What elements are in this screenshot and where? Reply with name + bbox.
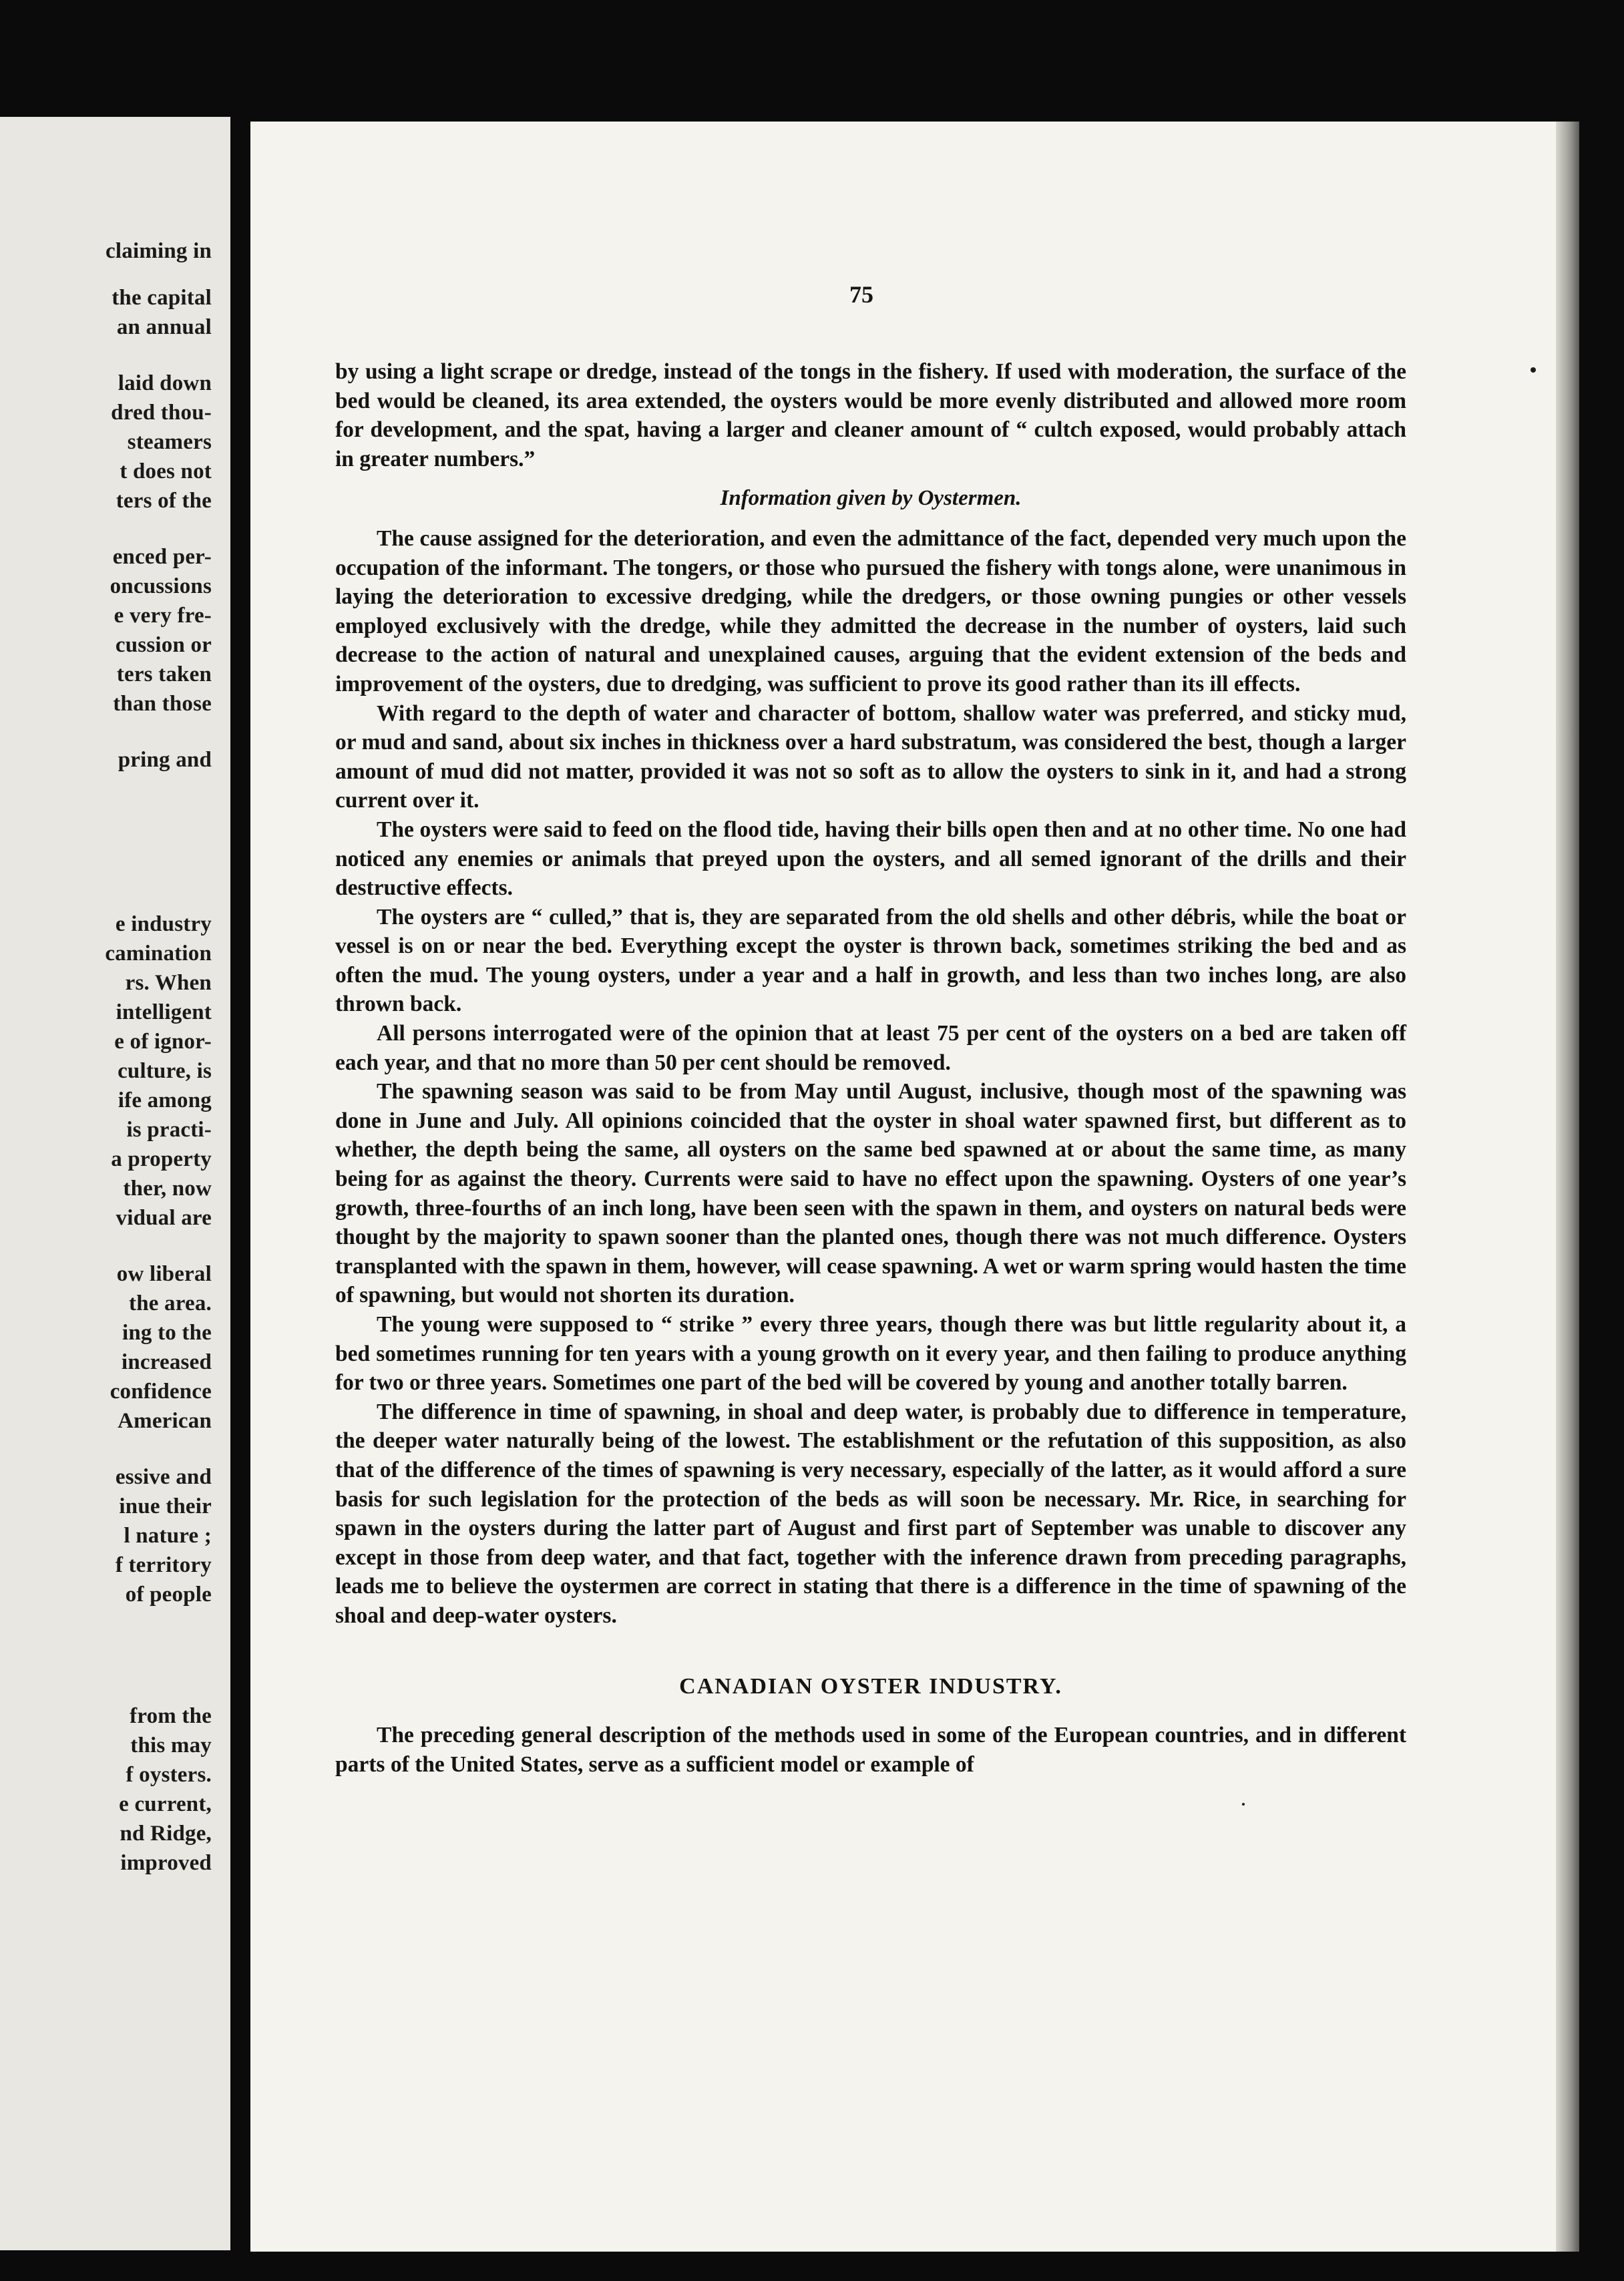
left-page-line: steamers — [127, 430, 212, 454]
left-page-line: l nature ; — [124, 1524, 212, 1548]
left-page-line: of people — [125, 1583, 212, 1607]
left-page-line: ters of the — [116, 489, 212, 513]
left-page-line: e very fre- — [114, 604, 212, 628]
left-page-line: a property — [111, 1147, 212, 1171]
left-page-line: vidual are — [116, 1206, 212, 1230]
paragraph-spawning-difference: The difference in time of spawning, in shoal and deep water, is probably due to difference in temperature, the deeper water naturally being of the lowest. The establishment or the refutation of this supposition, as also that of the difference of the times of spawning is very necessary, especially of the latter, as it would afford a sure basis for such legislation for the protection of the beds as will soon be necessary. Mr. Rice, in searching for spawn in the oysters during the latter part of August and first part of September was unable to discover any except in those from deep water, and that fact, together with the inference drawn from preceding paragraphs, leads me to believe the oystermen are correct in stating that there is a difference in the time of spawning of the shoal and deep-water oysters. — [335, 1399, 1406, 1628]
left-page-line: camination — [105, 942, 212, 966]
left-page-line: laid down — [118, 371, 212, 395]
paragraph-preceding-description: The preceding general description of the methods used in some of the European countries, and in different parts of the United States, serve as a sufficient model or example of — [335, 1723, 1406, 1777]
paragraph-percent-taken: All persons interrogated were of the opinion that at least 75 per cent of the oysters on a bed are taken off each year, and that no more than 50 per cent should be removed. — [335, 1021, 1406, 1075]
left-page-line: f oysters. — [126, 1763, 212, 1787]
left-page-line: this may — [130, 1733, 212, 1757]
left-page-line: claiming in — [106, 239, 212, 263]
left-page-line: ing to the — [122, 1321, 212, 1345]
left-page-line: ther, now — [123, 1177, 212, 1201]
subheading: Information given by Oystermen. — [720, 486, 1022, 511]
left-page-line: cussion or — [115, 633, 212, 657]
left-page-line: f territory — [115, 1553, 212, 1577]
left-page-line: from the — [130, 1704, 212, 1728]
left-page-line: e industry — [115, 912, 212, 936]
left-page-line: rs. When — [125, 971, 212, 995]
left-page-line: enced per- — [112, 545, 212, 569]
left-page-line: improved — [120, 1851, 212, 1875]
left-page-line: ife among — [118, 1088, 212, 1112]
left-page-line: the area. — [129, 1291, 212, 1315]
left-page-line: essive and — [115, 1465, 212, 1489]
left-page-line: culture, is — [118, 1059, 212, 1083]
left-page-line: ters taken — [116, 662, 212, 686]
section-heading: CANADIAN OYSTER INDUSTRY. — [679, 1673, 1062, 1699]
page-number: 75 — [849, 281, 873, 308]
left-page-line: increased — [121, 1350, 212, 1374]
paragraph-depth-of-water: With regard to the depth of water and character of bottom, shallow water was preferred, and sticky mud, or mud and sand, about six inches in thickness over a hard substratum, was considered the best, though a larger amount of mud did not matter, provided it was not so soft as to allow the oysters to sink in it, and had a strong current over it. — [335, 700, 1406, 813]
paragraph-young-strike: The young were supposed to “ strike ” every three years, though there was but little regularity about it, a bed sometimes running for ten years with a young growth on it every year, and then failing to produce anything for two or three years. Sometimes one part of the bed will be covered by young and another totally barren. — [335, 1312, 1406, 1396]
paragraph-culling: The oysters are “ culled,” that is, they are separated from the old shells and other débris, while the boat or vessel is on or near the bed. Everything except the oyster is thrown back, sometimes striking the bed and as often the mud. The young oysters, under a year and a half in growth, and less than two inches long, are also thrown back. — [335, 904, 1406, 1017]
left-page-line: nd Ridge, — [120, 1822, 212, 1846]
paragraph-deterioration-cause: The cause assigned for the deterioration, and even the admittance of the fact, depended very much upon the occupation of the informant. The tongers, or those who pursued the fishery with tongs alone, were unanimous in laying the deterioration to excessive dredging, while the dredgers, or those owning pungies or other vessels employed exclusively with the dredge, while they admitted the decrease in the number of oysters, laid such decrease to the action of natural and unexplained causes, arguing that the evident extension of the beds and improvement of the oysters, due to dredging, was sufficient to prove its good rather than its ill effects. — [335, 526, 1406, 696]
left-page — [0, 117, 230, 2250]
left-page-line: pring and — [118, 748, 212, 772]
paragraph-feeding: The oysters were said to feed on the flood tide, having their bills open then and at no other time. No one had noticed any enemies or animals that preyed upon the oysters, and all semed ignorant of the drills and their destructive effects. — [335, 817, 1406, 901]
left-page-line: inue their — [119, 1494, 212, 1518]
body-text — [335, 357, 1406, 1779]
left-page-line: t does not — [120, 459, 212, 483]
page-edge — [1556, 122, 1579, 2252]
left-page-line: American — [118, 1409, 212, 1433]
left-page-line: confidence — [110, 1380, 212, 1404]
paragraph-continued: by using a light scrape or dredge, instead of the tongs in the fishery. If used with moderation, the surface of the bed would be cleaned, its area extended, the oysters would be more evenly distributed and allowed more room for development, and the spat, having a larger and cleaner amount of “ cultch exposed, would probably attach in greater numbers.” — [335, 359, 1406, 471]
left-page-line: is practi- — [126, 1118, 212, 1142]
paragraph-spawning-season: The spawning season was said to be from May until August, inclusive, though most of the spawning was done in June and July. All opinions coincided that the oyster in shoal water spawned first, but different as to whether, the depth being the same, all oysters on the same bed spawned at or about the same time, as many being for as against the theory. Currents were said to have no effect upon the spawning. Oysters of one year’s growth, three-fourths of an inch long, have been seen with the spawn in them, and oysters on natural beds were thought by the majority to spawn sooner than the planted ones, though there was not much difference. Oysters transplanted with the spawn in them, however, will cease spawning. A wet or warm spring would hasten the time of spawning, but would not shorten its duration. — [335, 1079, 1406, 1308]
left-page-line: an annual — [116, 315, 212, 339]
left-page-line: e of ignor- — [114, 1030, 212, 1054]
left-page-line: the capital — [112, 286, 212, 310]
left-page-line: than those — [113, 692, 212, 716]
left-page-line: dred thou- — [111, 401, 212, 425]
scan-speck — [1531, 367, 1536, 373]
scan-speck — [1242, 1803, 1245, 1806]
left-page-line: ow liberal — [116, 1262, 212, 1286]
left-page-line: oncussions — [110, 574, 212, 598]
left-page-line: e current, — [119, 1792, 212, 1816]
left-page-line: intelligent — [116, 1000, 212, 1024]
